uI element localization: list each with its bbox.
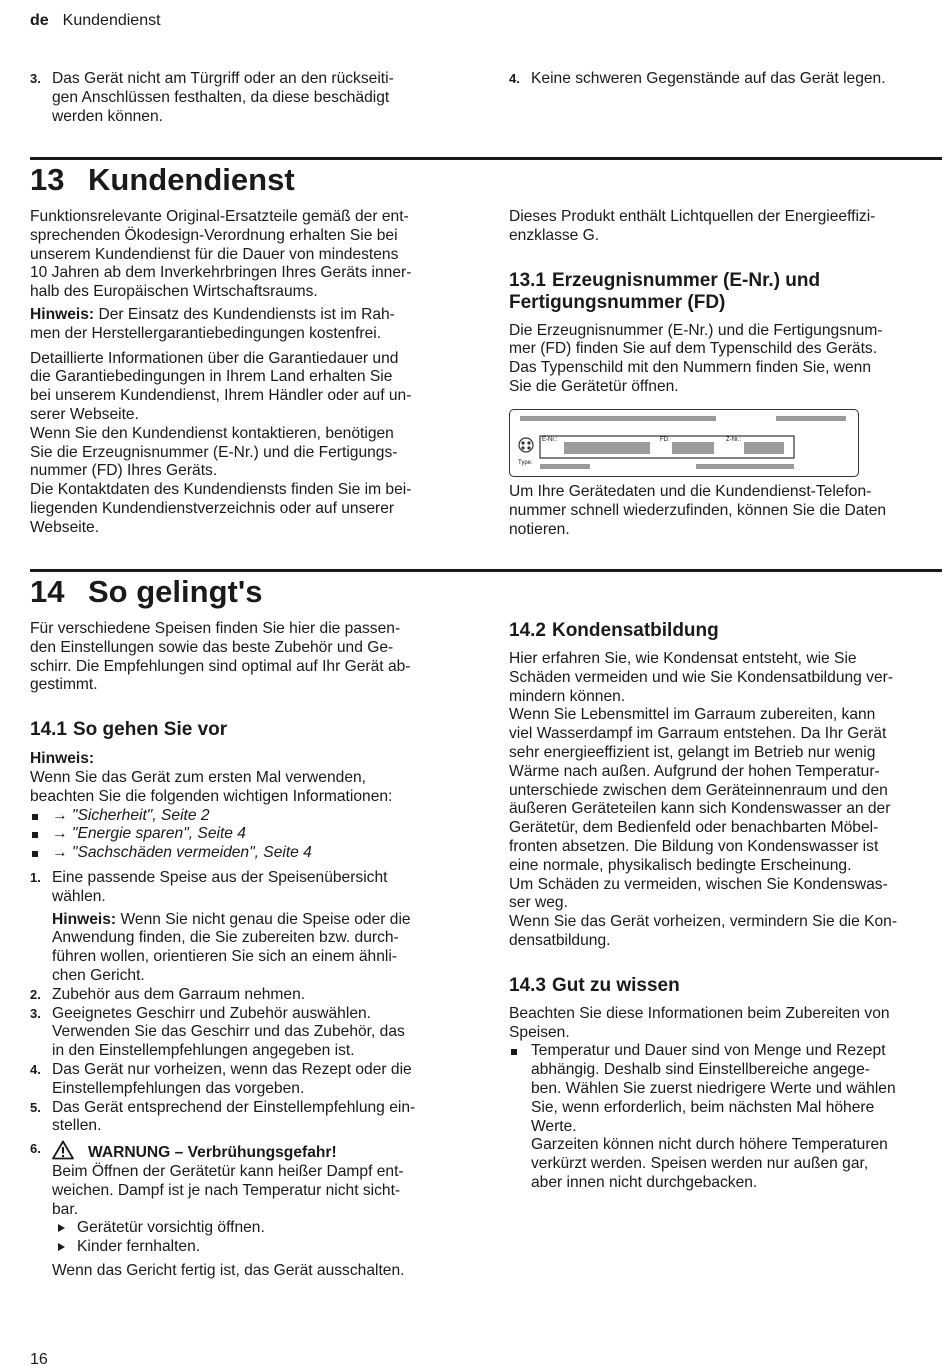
step-2 xyxy=(30,986,470,1005)
section-number: 13 xyxy=(30,162,65,197)
reference-link-energy[interactable]: → "Energie sparen", Seite 4 xyxy=(30,825,470,844)
plate-fd-label: FD: xyxy=(660,437,670,443)
hint-text: Wenn Sie das Gerät zum ersten Mal verwenden, beachten Sie die folgenden wichtigen Informationen: xyxy=(30,768,393,805)
step-number: 2. xyxy=(30,986,41,1002)
device-data-paragraph-block xyxy=(509,483,939,539)
step-text: Das Gerät nur vorheizen, wenn das Rezept oder die Einstellempfehlungen das vorgeben. xyxy=(52,1060,412,1097)
energy-class-paragraph: Dieses Produkt enthält Lichtquellen der Energieeffizi- enzklasse G. xyxy=(509,208,876,244)
step-6 xyxy=(30,1140,470,1281)
step-number: 5. xyxy=(30,1099,41,1115)
warranty-paragraph: Detaillierte Informationen über die Garantiedauer und die Garantiebedingungen in Ihrem Land erhalten Sie bei unserem Kundendienst, Ihrem Händler oder auf un- serer Webseite. Wenn Sie den Kundendienst kontaktieren, benötigen Sie die Erzeugnisnummer (E-Nr.) und die Fertigungs- nummer (FD) Ihres Geräts. Die Kontaktdaten des Kundendiensts finden Sie im bei- liegenden Kundendienstverzeichnis oder auf unserer Webseite. xyxy=(30,349,412,536)
step-4 xyxy=(30,1061,470,1099)
step-number: 1. xyxy=(30,869,41,885)
hint-paragraph xyxy=(30,306,470,344)
step-1 xyxy=(30,869,470,986)
warning-action: Kinder fernhalten. xyxy=(52,1238,470,1257)
subsection-14-1-heading xyxy=(30,719,470,741)
language-code: de xyxy=(30,12,49,29)
section-14-right-column xyxy=(509,620,943,1193)
item-number: 3. xyxy=(30,71,41,86)
good-to-know-item: Temperatur und Dauer sind von Menge und Rezept abhängig. Deshalb sind Einstellbereiche angege- ben. Wählen Sie zuerst niedrigere Werte und wählen Sie, wenn erforderlich, beim nächsten Mal höhere Werte. Garzeiten können nicht durch höhere Temperaturen verkürzt werden. Speisen werden nur außen gar, aber innen nicht durchgebacken. xyxy=(509,1042,943,1192)
page-number: 16 xyxy=(30,1351,48,1368)
step-text: Eine passende Speise aus der Speisenübersicht wählen. xyxy=(52,868,388,905)
section-14-heading xyxy=(30,574,262,610)
plate-type-label: Type: xyxy=(518,460,533,466)
step-number: 4. xyxy=(30,1061,41,1077)
warning-title: WARNUNG – Verbrühungsgefahr! xyxy=(88,1144,337,1162)
item-text: Das Gerät nicht am Türgriff oder an den rückseiti- gen Anschlüssen festhalten, da diese beschädigt werden können. xyxy=(52,70,394,125)
section-13-left-column xyxy=(30,208,470,538)
header-section: Kundendienst xyxy=(62,12,161,29)
hint-text: Der Einsatz des Kundendiensts ist im Rah- men der Herstellergarantiebedingungen kostenfrei. xyxy=(30,305,395,342)
plate-z-nr-label: Z-Nr.: xyxy=(726,437,741,443)
section-rule xyxy=(30,157,942,160)
section-rule xyxy=(30,569,942,572)
item-number: 4. xyxy=(509,71,520,86)
item-text: Keine schweren Gegenstände auf das Gerät legen. xyxy=(531,70,886,87)
step-5 xyxy=(30,1099,470,1137)
step-text: Zubehör aus dem Garraum nehmen. xyxy=(52,985,306,1003)
step-6-final-text: Wenn das Gericht fertig ist, das Gerät ausschalten. xyxy=(52,1261,405,1279)
warning-actions xyxy=(52,1219,470,1257)
top-item-3 xyxy=(30,70,470,126)
top-item-4 xyxy=(509,70,939,89)
hint-label: Hinweis: xyxy=(30,305,95,323)
good-to-know-intro: Beachten Sie diese Informationen beim Zubereiten von Speisen. xyxy=(509,1004,890,1041)
subsection-title: Gut zu wissen xyxy=(551,974,680,996)
subsection-14-3-heading xyxy=(509,975,943,997)
step-3 xyxy=(30,1005,470,1061)
section-number: 14 xyxy=(30,574,65,609)
warning-action: Gerätetür vorsichtig öffnen. xyxy=(52,1219,470,1238)
warning-triangle-icon xyxy=(52,1140,74,1160)
subsection-13-1-heading xyxy=(509,270,939,314)
intro-paragraph: Für verschiedene Speisen finden Sie hier die passen- den Einstellungen sowie das beste Zubehör und Ge- schirr. Die Empfehlungen sind optimal auf Ihr Gerät ab- gestimmt. xyxy=(30,620,411,694)
section-13-right-column xyxy=(509,208,939,397)
subsection-number: 14.3 xyxy=(509,974,546,996)
step-1-hint xyxy=(52,911,470,986)
step-text: Geeignetes Geschirr und Zubehör auswählen. Verwenden Sie das Geschirr und das Zubehör, das in den Einstellempfehlungen angegeben ist. xyxy=(52,1004,405,1060)
section-title: So gelingt's xyxy=(88,574,263,609)
subsection-number: 14.1 xyxy=(30,719,67,741)
step-number: 3. xyxy=(30,1005,41,1021)
steps-list xyxy=(30,869,470,1281)
hint-label: Hinweis: xyxy=(52,910,117,928)
subsection-number: 13.1 xyxy=(509,269,546,291)
reference-link-damage[interactable]: → "Sachschäden vermeiden", Seite 4 xyxy=(30,844,470,863)
subsection-title: Kondensatbildung xyxy=(551,620,719,641)
subsection-number: 14.2 xyxy=(509,620,546,641)
device-data-paragraph: Um Ihre Gerätedaten und die Kundendienst-Telefon- nummer schnell wiederzufinden, können Sie die Daten notieren. xyxy=(509,483,887,538)
warning-text: Beim Öffnen der Gerätetür kann heißer Dampf ent- weichen. Dampf ist je nach Temperatur nicht sicht- bar. xyxy=(52,1162,404,1218)
good-to-know-list xyxy=(509,1042,943,1192)
rating-plate-illustration xyxy=(509,409,859,477)
rating-plate-paragraph: Die Erzeugnisnummer (E-Nr.) und die Fertigungsnum- mer (FD) finden Sie auf dem Typenschild des Geräts. Das Typenschild mit den Nummern finden Sie, wenn Sie die Gerätetür öffnen. xyxy=(509,321,883,395)
section-14-left-column xyxy=(30,620,470,1281)
condensation-text: Hier erfahren Sie, wie Kondensat entsteht, wie Sie Schäden vermeiden und wie Sie Kondensatbildung ver- mindern können. Wenn Sie Lebensmittel im Garraum zubereiten, kann viel Wasserdampf im Garraum entstehen. Da Ihr Gerät sehr energieeffizient ist, gelangt im Betrieb nur wenig Wärme nach außen. Aufgrund der hohen Temperatur- unterschiede zwischen dem Geräteinnenraum und den äußeren Geräteteilen kann sich Kondenswasser an der Gerätetür, dem Bedienfeld oder benachbarten Möbel- fronten absetzen. Die Bildung von Kondenswasser ist eine normale, physikalisch bedingte Erscheinung. Um Schäden zu vermeiden, wischen Sie Kondenswas- ser weg. Wenn Sie das Gerät vorheizen, vermindern Sie die Kon- densatbildung. xyxy=(509,650,898,949)
spare-parts-paragraph: Funktionsrelevante Original-Ersatzteile gemäß der ent- sprechenden Ökodesign-Verordnung erhalten Sie bei unserem Kundendienst für die Dauer von mindestens 10 Jahren ab dem Inverkehrbringen Ihres Geräts inner- halb des Europäischen Wirtschaftsraums. xyxy=(30,208,412,301)
hint-label: Hinweis: xyxy=(30,750,95,768)
hint-text: Wenn Sie nicht genau die Speise oder die Anwendung finden, die Sie zubereiten bzw. durch- führen wollen, orientieren Sie sich an einem ähnli- chen Gericht. xyxy=(52,910,411,984)
reference-link-safety[interactable]: → "Sicherheit", Seite 2 xyxy=(30,807,470,826)
warning-heading xyxy=(52,1140,470,1163)
section-title: Kundendienst xyxy=(88,162,295,197)
subsection-title: So gehen Sie vor xyxy=(72,719,228,741)
subsection-14-2-heading xyxy=(509,620,943,642)
section-13-heading xyxy=(30,162,295,198)
step-number: 6. xyxy=(30,1141,41,1157)
running-header xyxy=(30,12,161,30)
plate-e-nr-label: E-Nr.: xyxy=(542,437,558,443)
step-text: Das Gerät entsprechend der Einstellempfehlung ein- stellen. xyxy=(52,1098,416,1135)
subsection-title: Erzeugnisnummer (E-Nr.) und Fertigungsnummer (FD) xyxy=(509,269,821,313)
reference-list xyxy=(30,807,470,863)
